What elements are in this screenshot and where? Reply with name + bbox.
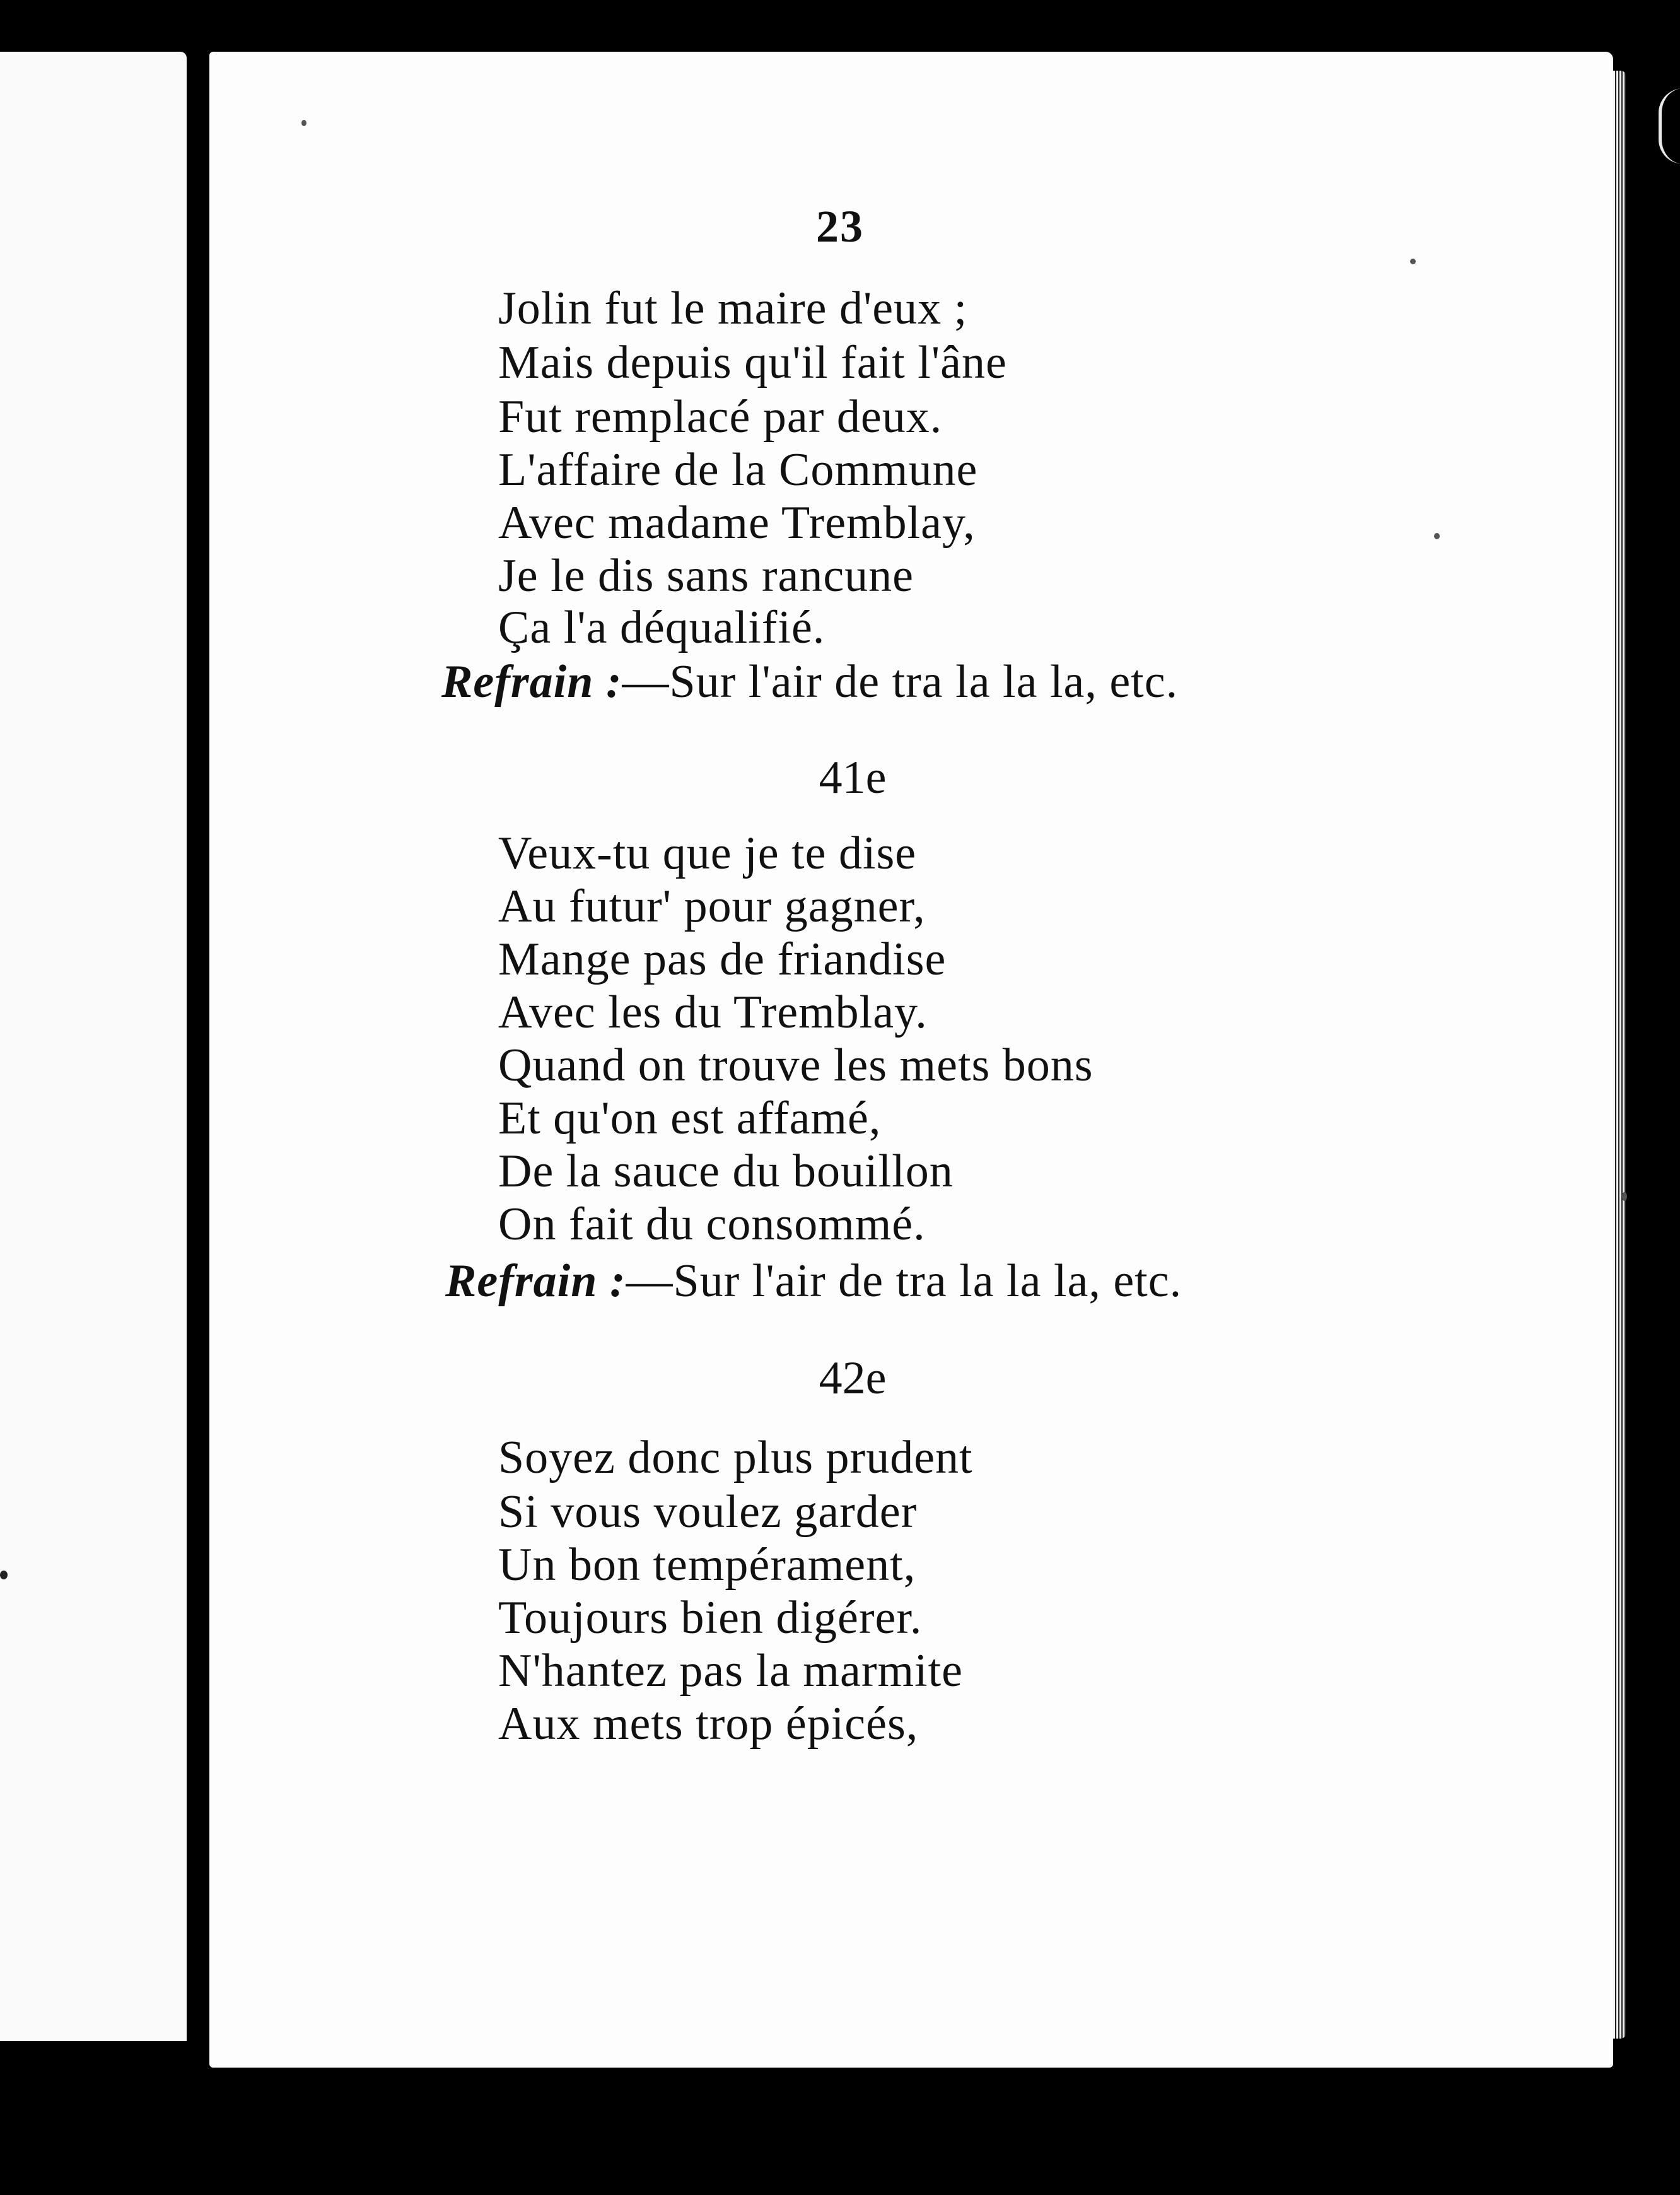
verse-line: Si vous voulez garder	[498, 1486, 918, 1538]
ink-speck	[301, 120, 306, 126]
verse-line: Aux mets trop épicés,	[498, 1698, 919, 1750]
ink-speck	[1434, 533, 1440, 539]
refrain-label: Refrain :	[445, 1255, 626, 1307]
stanza-number: 41e	[819, 752, 887, 804]
next-page-curl	[1659, 88, 1680, 164]
verse-line: Je le dis sans rancune	[498, 550, 914, 602]
ink-speck	[1622, 1192, 1627, 1201]
verse-line: Mais depuis qu'il fait l'âne	[498, 337, 1007, 389]
verse-line: Quand on trouve les mets bons	[498, 1039, 1094, 1091]
verse-line: Ça l'a déqualifié.	[498, 602, 825, 653]
verse-line: Veux-tu que je te dise	[498, 828, 917, 879]
previous-page-edge	[0, 52, 187, 2041]
refrain-text: —Sur l'air de tra la la la, etc.	[626, 1255, 1182, 1307]
page-number: 23	[816, 201, 864, 252]
page-stack-edge	[1613, 71, 1626, 2039]
refrain-label: Refrain :	[441, 656, 622, 708]
refrain-text: —Sur l'air de tra la la la, etc.	[622, 656, 1179, 708]
verse-line: Jolin fut le maire d'eux ;	[498, 283, 968, 334]
book-gutter	[187, 44, 209, 2050]
stanza-number: 42e	[819, 1352, 887, 1404]
verse-line: L'affaire de la Commune	[498, 444, 978, 496]
ink-speck	[0, 1571, 8, 1579]
verse-line: N'hantez pas la marmite	[498, 1645, 963, 1697]
verse-line: De la sauce du bouillon	[498, 1145, 954, 1197]
verse-line: Fut remplacé par deux.	[498, 391, 943, 443]
verse-line: Toujours bien digérer.	[498, 1592, 923, 1644]
ink-speck	[1410, 259, 1416, 264]
verse-line: Avec les du Tremblay.	[498, 986, 928, 1038]
verse-line: Et qu'on est affamé,	[498, 1092, 882, 1144]
verse-line: Au futur' pour gagner,	[498, 881, 926, 932]
verse-line: On fait du consommé.	[498, 1198, 926, 1250]
verse-line: Avec madame Tremblay,	[498, 497, 976, 549]
verse-line: Soyez donc plus prudent	[498, 1432, 973, 1484]
verse-line: Un bon tempérament,	[498, 1539, 916, 1591]
verse-line: Mange pas de friandise	[498, 934, 947, 985]
refrain-line	[445, 1255, 1182, 1307]
refrain-line	[441, 656, 1179, 708]
